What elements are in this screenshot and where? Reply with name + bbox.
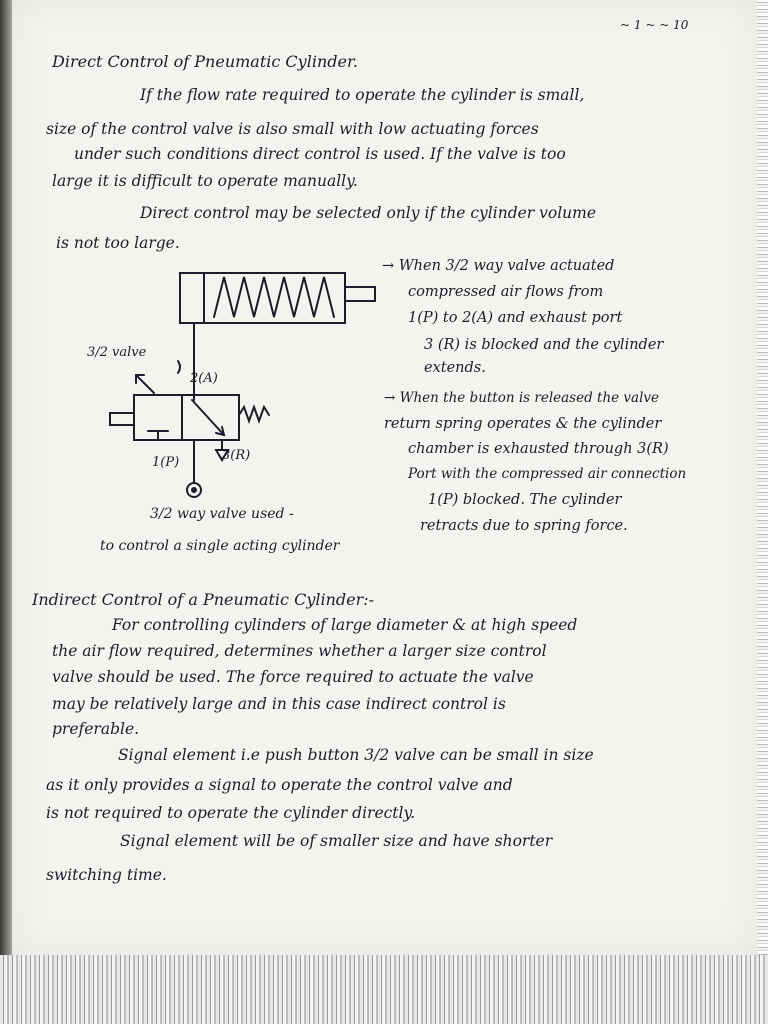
push-button bbox=[110, 413, 134, 425]
label-valve: 3/2 valve bbox=[87, 345, 147, 360]
s2-para1-line2: the air flow required, determines whether a larger size control bbox=[52, 642, 547, 660]
heading-direct-control: Direct Control of Pneumatic Cylinder. bbox=[52, 52, 358, 71]
s2-para1-line1: For controlling cylinders of large diameter & at high speed bbox=[112, 616, 578, 634]
note1-line3: 1(P) to 2(A) and exhaust port bbox=[408, 310, 623, 326]
para1-line4: large it is difficult to operate manually. bbox=[52, 172, 358, 190]
s2-para2-line2: as it only provides a signal to operate the control valve and bbox=[46, 776, 513, 794]
notebook-page bbox=[12, 0, 757, 955]
note2-line5: 1(P) blocked. The cylinder bbox=[428, 492, 622, 508]
s2-para2-line3: is not required to operate the cylinder directly. bbox=[46, 804, 416, 822]
note2-line6: retracts due to spring force. bbox=[420, 518, 628, 534]
para1-line2: size of the control valve is also small with low actuating forces bbox=[46, 120, 539, 138]
s2-para1-line4: may be relatively large and in this case indirect control is bbox=[52, 695, 506, 713]
diagram-caption-line2: to control a single acting cylinder bbox=[100, 538, 340, 554]
s2-para3-line1: Signal element will be of smaller size and have shorter bbox=[120, 832, 553, 850]
heading-indirect-control: Indirect Control of a Pneumatic Cylinder:- bbox=[32, 590, 375, 609]
s2-para1-line5: preferable. bbox=[52, 720, 140, 738]
label-port-2a: 2(A) bbox=[190, 371, 218, 386]
para1-line1: If the flow rate required to operate the cylinder is small, bbox=[140, 86, 585, 104]
label-port-1p: 1(P) bbox=[152, 455, 180, 470]
note2-line4: Port with the compressed air connection bbox=[408, 466, 687, 482]
diagram-caption-line1: 3/2 way valve used - bbox=[150, 506, 294, 522]
para1-line3: under such conditions direct control is used. If the valve is too bbox=[74, 145, 566, 163]
note2-line1: → When the button is released the valve bbox=[384, 390, 660, 406]
s2-para2-line1: Signal element i.e push button 3/2 valve can be small in size bbox=[118, 746, 594, 764]
note1-line4: 3 (R) is blocked and the cylinder bbox=[424, 337, 664, 353]
cylinder-spring bbox=[214, 277, 334, 317]
valve-return-spring bbox=[239, 407, 269, 421]
note1-line5: extends. bbox=[424, 360, 486, 376]
note2-line2: return spring operates & the cylinder bbox=[384, 416, 662, 432]
para2-line1: Direct control may be selected only if the cylinder volume bbox=[140, 204, 597, 222]
para2-line2: is not too large. bbox=[56, 234, 180, 252]
corner-note: ~ 1 ~ ~ 10 bbox=[620, 18, 689, 32]
note1-line2: compressed air flows from bbox=[408, 284, 604, 300]
s2-para1-line3: valve should be used. The force required to actuate the valve bbox=[52, 668, 534, 686]
s2-para3-line2: switching time. bbox=[46, 866, 167, 884]
scan-artifact-bottom bbox=[0, 955, 768, 1024]
note1-line1: → When 3/2 way valve actuated bbox=[382, 258, 615, 274]
note2-line3: chamber is exhausted through 3(R) bbox=[408, 441, 669, 457]
label-port-3r: 3(R) bbox=[222, 448, 251, 463]
